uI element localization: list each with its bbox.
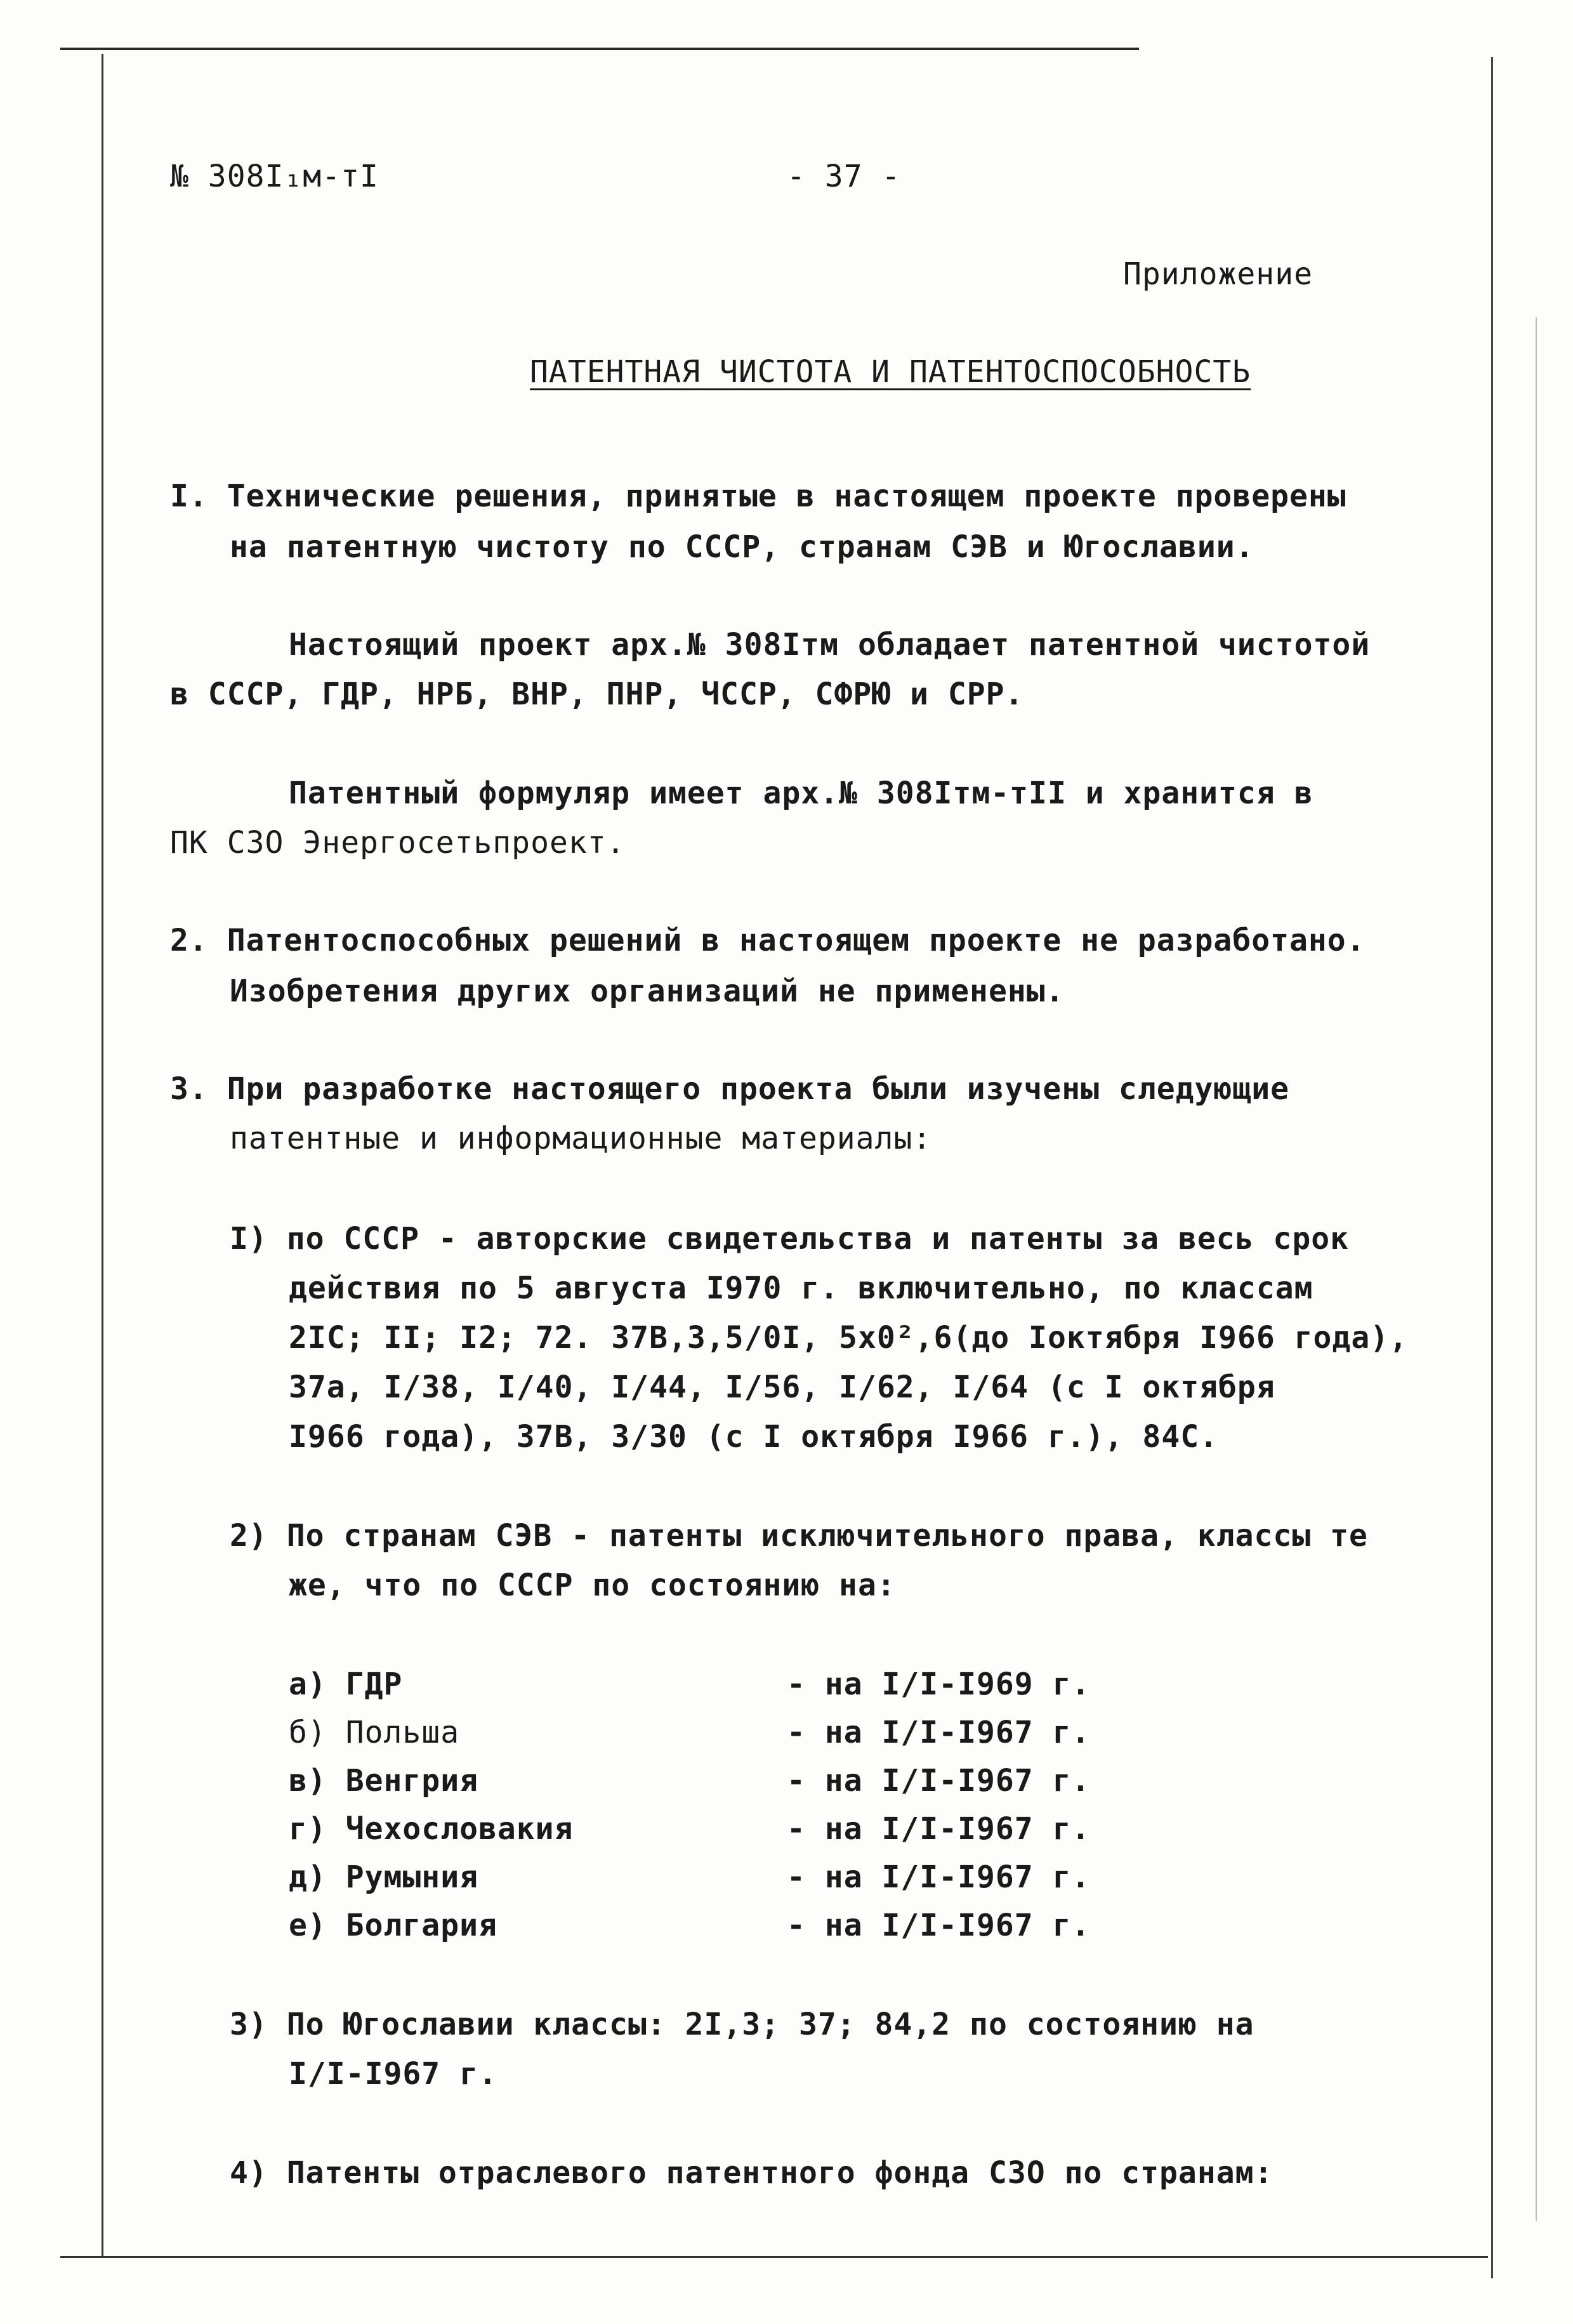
country-label: г) Чехословакия	[289, 1811, 574, 1847]
page-frame-bottom	[60, 2256, 1488, 2258]
country-label: б) Польша	[289, 1715, 460, 1750]
page-frame-top	[60, 48, 1139, 50]
item-1-line-1: I) по СССР - авторские свидетельства и патенты за весь срок	[230, 1221, 1350, 1257]
country-date: - на I/I-I967 г.	[787, 1908, 1091, 1943]
section-1-paragraph-2-line-2: в СССР, ГДР, НРБ, ВНР, ПНР, ЧССР, СФРЮ и СРР.	[170, 677, 1024, 712]
country-label: д) Румыния	[289, 1859, 478, 1895]
section-1-paragraph-2-line-1: Настоящий проект арх.№ 308Iтм обладает патентной чистотой	[289, 627, 1371, 663]
page-frame-right-shadow	[1536, 317, 1537, 2221]
item-1-line-3: 2IC; II; I2; 72. 37В,3,5/0I, 5х0²,6(до Iоктября I966 года),	[289, 1320, 1409, 1356]
item-3-line-2: I/I-I967 г.	[289, 2056, 497, 2092]
country-label: а) ГДР	[289, 1667, 403, 1702]
page-number: - 37 -	[787, 159, 901, 194]
section-1-paragraph-3-line-1: Патентный формуляр имеет арх.№ 308Iтм-тII и хранится в	[289, 776, 1313, 811]
item-2-line-1: 2) По странам СЭВ - патенты исключительного права, классы те	[230, 1518, 1368, 1554]
country-date: - на I/I-I967 г.	[787, 1859, 1091, 1895]
item-4-line-1: 4) Патенты отраслевого патентного фонда СЗО по странам:	[230, 2155, 1274, 2191]
section-1-line-2: на патентную чистоту по СССР, странам СЭВ и Югославии.	[230, 529, 1254, 565]
section-2-line-2: Изобретения других организаций не применены.	[230, 974, 1065, 1009]
country-label: в) Венгрия	[289, 1763, 478, 1799]
country-date: - на I/I-I969 г.	[787, 1667, 1091, 1702]
country-label: е) Болгария	[289, 1908, 497, 1943]
item-1-line-2: действия по 5 августа I970 г. включительно, по классам	[289, 1271, 1313, 1306]
document-number: № 308I₁м-тI	[170, 159, 379, 194]
appendix-label: Приложение	[1123, 256, 1313, 292]
page-frame-left	[102, 54, 103, 2256]
section-1-line-1: I. Технические решения, принятые в настоящем проекте проверены	[170, 479, 1346, 514]
page-title: ПАТЕНТНАЯ ЧИСТОТА И ПАТЕНТОСПОСОБНОСТЬ	[530, 354, 1251, 390]
section-2-line-1: 2. Патентоспособных решений в настоящем проекте не разработано.	[170, 923, 1366, 958]
item-1-line-4: 37а, I/38, I/40, I/44, I/56, I/62, I/64 (с I октября	[289, 1370, 1275, 1405]
section-1-paragraph-3-line-2: ПК СЗО Энергосетьпроект.	[170, 825, 626, 861]
item-1-line-5: I966 года), 37В, 3/30 (с I октября I966 г.), 84С.	[289, 1419, 1219, 1455]
country-date: - на I/I-I967 г.	[787, 1811, 1091, 1847]
section-3-line-2: патентные и информационные материалы:	[230, 1121, 932, 1156]
item-3-line-1: 3) По Югославии классы: 2I,3; 37; 84,2 по состоянию на	[230, 2007, 1254, 2042]
item-2-line-2: же, что по СССР по состоянию на:	[289, 1568, 896, 1603]
country-date: - на I/I-I967 г.	[787, 1763, 1091, 1799]
page-frame-right	[1491, 57, 1493, 2278]
section-3-line-1: 3. При разработке настоящего проекта были изучены следующие	[170, 1071, 1290, 1107]
country-date: - на I/I-I967 г.	[787, 1715, 1091, 1750]
